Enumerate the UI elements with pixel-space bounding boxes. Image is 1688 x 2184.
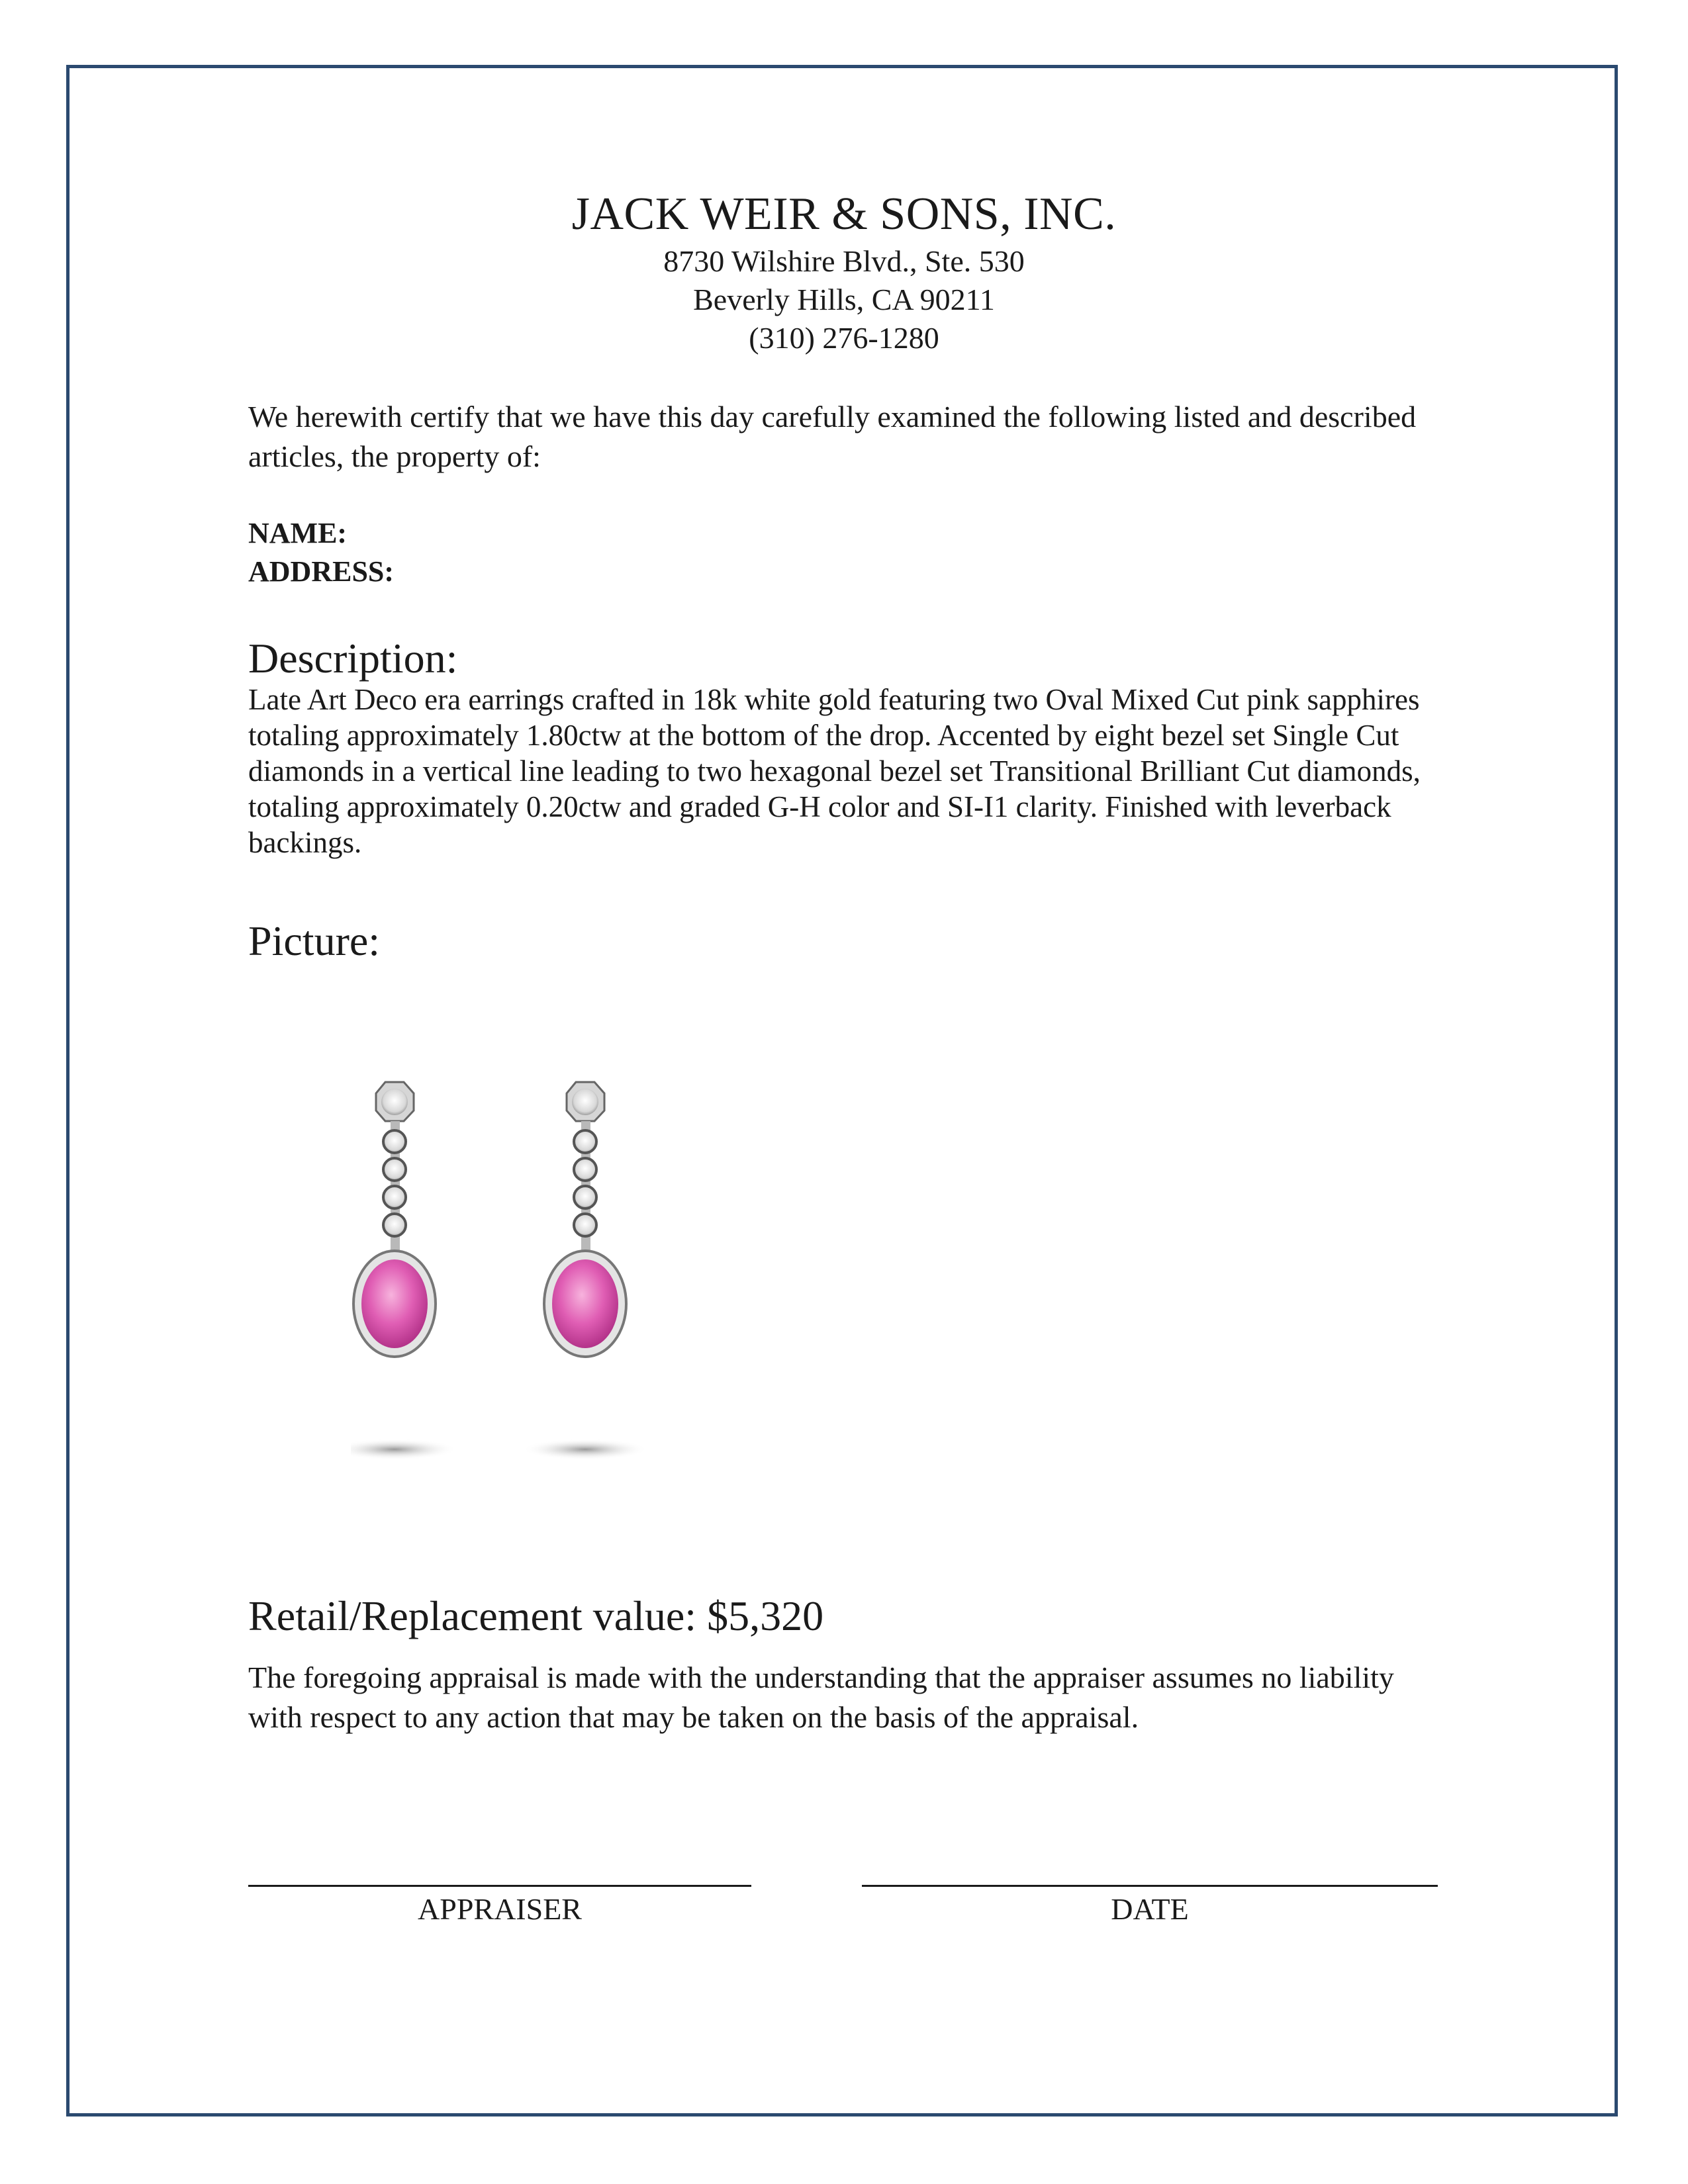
company-phone: (310) 276-1280	[749, 321, 939, 355]
appraiser-signature-line	[248, 1885, 751, 1887]
name-label: NAME:	[248, 517, 348, 549]
description-heading: Description:	[248, 635, 458, 682]
appraiser-label: APPRAISER	[418, 1892, 582, 1926]
replacement-value	[248, 1592, 823, 1641]
appraisal-disclaimer: The foregoing appraisal is made with the understanding that the appraiser assumes no liability with respect to any action that may be taken on the basis of the appraisal.	[248, 1661, 1394, 1734]
replacement-value-amount: $5,320	[707, 1592, 824, 1639]
description-text: Late Art Deco era earrings crafted in 18k white gold featuring two Oval Mixed Cut pink sapphires totaling approximately 1.80ctw at the bottom of the drop. Accented by eight bezel set Single Cut diamonds in a vertical line leading to two hexagonal bezel set Transitional Brilliant Cut diamonds, totaling approximately 0.20ctw and graded G-H color and SI-I1 clarity. Finished with leverback backings.	[248, 683, 1421, 859]
company-address-line2: Beverly Hills, CA 90211	[693, 283, 995, 316]
picture-heading: Picture:	[248, 917, 381, 964]
certification-intro: We herewith certify that we have this day carefully examined the following listed and described articles, the property of:	[248, 400, 1417, 473]
date-label: DATE	[1111, 1892, 1189, 1926]
replacement-value-label: Retail/Replacement value:	[248, 1592, 697, 1639]
address-label: ADDRESS:	[248, 555, 395, 588]
left-earring	[351, 1082, 457, 1460]
right-earring	[522, 1082, 648, 1460]
company-name: JACK WEIR & SONS, INC.	[571, 189, 1117, 240]
company-address-line1: 8730 Wilshire Blvd., Ste. 530	[663, 244, 1025, 278]
page-border	[66, 65, 1618, 2116]
earrings-photo	[351, 1079, 695, 1489]
date-signature-line	[862, 1885, 1438, 1887]
